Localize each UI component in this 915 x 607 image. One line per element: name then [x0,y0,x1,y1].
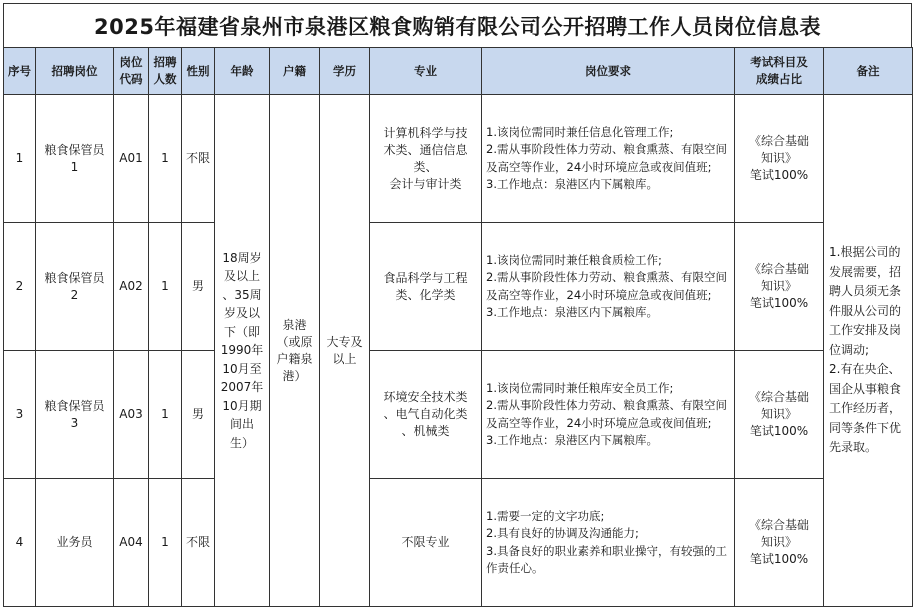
positions-table [3,47,913,607]
requirement-line: 2.需从事阶段性体力劳动、粮食熏蒸、有限空间及高空等作业，24小时环境应急或夜间值班; [486,270,727,302]
cell-requirements [482,223,735,351]
recruitment-sheet [3,3,912,602]
header-code: 岗位 代码 [114,48,149,95]
header-major: 专业 [370,48,482,95]
cell-code: A02 [114,223,149,351]
requirement-line: 1.该岗位需同时兼任粮库安全员工作; [486,380,674,395]
table-row [4,223,913,351]
cell-gender: 男 [182,223,215,351]
requirement-line: 3.具备良好的职业素养和职业操守，有较强的工作责任心。 [486,543,727,575]
cell-age-shared: 18周岁 及以上 、35周 岁及以 下（即 1990年 10月至 2007年 10月期 间出 生） [215,95,270,607]
cell-major: 食品科学与工程 类、化学类 [370,223,482,351]
header-age: 年龄 [215,48,270,95]
requirement-line: 1.需要一定的文字功底; [486,508,605,523]
cell-count: 1 [149,95,182,223]
requirement-line: 1.该岗位需同时兼任信息化管理工作; [486,124,674,139]
cell-code: A01 [114,95,149,223]
requirement-line: 3.工作地点：泉港区内下属粮库。 [486,433,658,447]
requirement-line: 3.工作地点：泉港区内下属粮库。 [486,177,658,191]
cell-major: 不限专业 [370,479,482,607]
cell-requirements [482,479,735,607]
cell-position: 粮食保管员 3 [36,351,114,479]
header-gender: 性别 [182,48,215,95]
header-education: 学历 [320,48,370,95]
header-remarks: 备注 [824,48,913,95]
requirement-line: 2.需从事阶段性体力劳动、粮食熏蒸、有限空间及高空等作业，24小时环境应急或夜间值班; [486,398,727,430]
requirement-line: 2.具有良好的协调及沟通能力; [486,526,639,540]
cell-exam: 《综合基础 知识》 笔试100% [735,95,824,223]
cell-requirements [482,351,735,479]
cell-exam: 《综合基础 知识》 笔试100% [735,223,824,351]
cell-seq: 3 [4,351,36,479]
cell-position: 业务员 [36,479,114,607]
cell-gender: 不限 [182,479,215,607]
cell-count: 1 [149,351,182,479]
header-requirements: 岗位要求 [482,48,735,95]
cell-hukou-shared: 泉港 （或原 户籍泉 港） [270,95,320,607]
header-position: 招聘岗位 [36,48,114,95]
cell-major: 计算机科学与技 术类、通信信息 类、 会计与审计类 [370,95,482,223]
cell-education-shared: 大专及 以上 [320,95,370,607]
cell-count: 1 [149,479,182,607]
cell-gender: 男 [182,351,215,479]
page-title: 2025年福建省泉州市泉港区粮食购销有限公司公开招聘工作人员岗位信息表 [3,3,912,47]
cell-exam: 《综合基础 知识》 笔试100% [735,351,824,479]
header-row [4,48,913,95]
cell-seq: 1 [4,95,36,223]
table-row [4,95,913,223]
requirement-line: 3.工作地点：泉港区内下属粮库。 [486,305,658,319]
table-row [4,351,913,479]
cell-gender: 不限 [182,95,215,223]
requirement-line: 1.该岗位需同时兼任粮食质检工作; [486,252,662,267]
cell-position: 粮食保管员 1 [36,95,114,223]
cell-seq: 4 [4,479,36,607]
header-seq: 序号 [4,48,36,95]
header-hukou: 户籍 [270,48,320,95]
cell-position: 粮食保管员 2 [36,223,114,351]
header-exam: 考试科目及 成绩占比 [735,48,824,95]
cell-remarks-shared: 1.根据公司的发展需要，招聘人员须无条件服从公司的工作安排及岗位调动; 2.有在央企、国企从事粮食工作经历者，同等条件下优先录取。 [824,95,913,607]
requirement-line: 2.需从事阶段性体力劳动、粮食熏蒸、有限空间及高空等作业，24小时环境应急或夜间值班; [486,142,727,174]
header-count: 招聘 人数 [149,48,182,95]
cell-code: A03 [114,351,149,479]
cell-count: 1 [149,223,182,351]
table-row [4,479,913,607]
cell-exam: 《综合基础 知识》 笔试100% [735,479,824,607]
cell-code: A04 [114,479,149,607]
cell-major: 环境安全技术类 、电气自动化类 、机械类 [370,351,482,479]
cell-requirements [482,95,735,223]
cell-seq: 2 [4,223,36,351]
